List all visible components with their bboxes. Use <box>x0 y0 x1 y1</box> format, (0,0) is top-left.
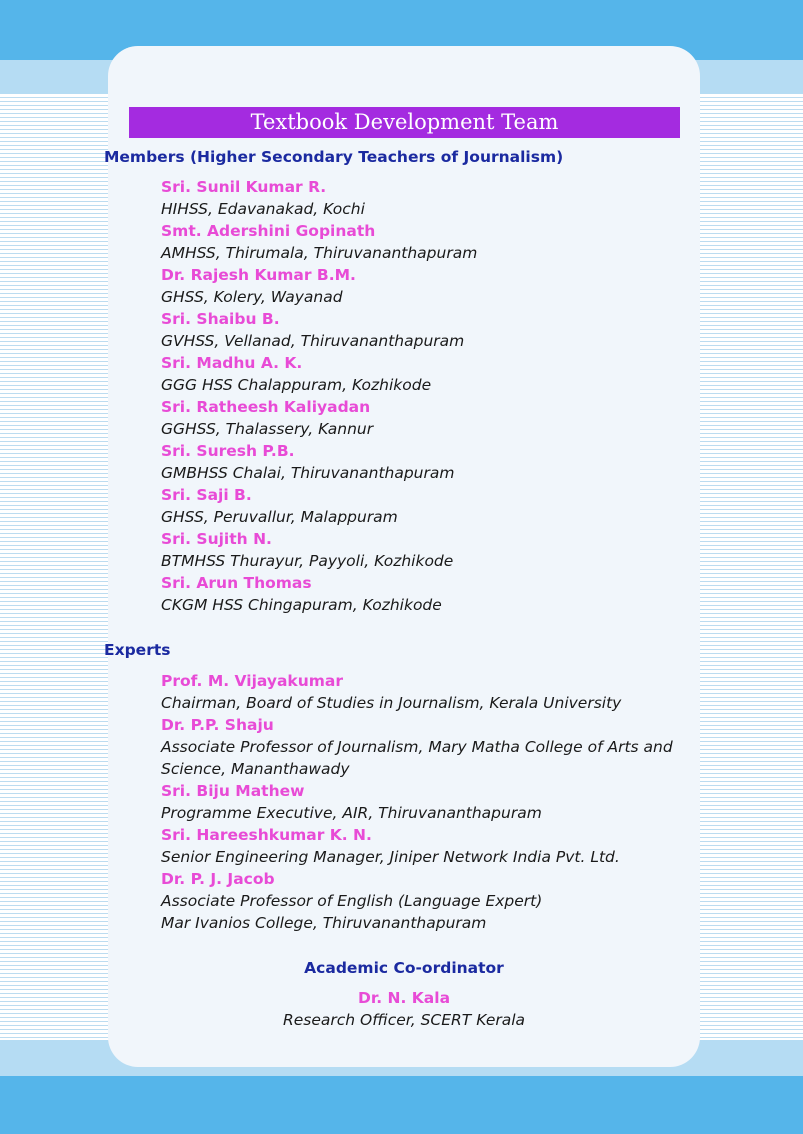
member-org: GHSS, Kolery, Wayanad <box>161 288 343 306</box>
expert-name: Prof. M. Vijayakumar <box>161 672 344 690</box>
member-name: Sri. Shaibu B. <box>161 310 280 328</box>
member-entry <box>161 572 477 616</box>
members-heading: Members (Higher Secondary Teachers of Journalism) <box>104 148 564 166</box>
experts-heading: Experts <box>104 641 171 659</box>
member-org: HIHSS, Edavanakad, Kochi <box>161 200 365 218</box>
member-entry <box>161 352 477 396</box>
member-entry <box>161 220 477 264</box>
member-entry <box>161 308 477 352</box>
member-org: GVHSS, Vellanad, Thiruvananthapuram <box>161 332 465 350</box>
member-name: Sri. Sunil Kumar R. <box>161 178 327 196</box>
member-entry <box>161 396 477 440</box>
expert-entry <box>161 670 673 714</box>
expert-org: Chairman, Board of Studies in Journalism, Kerala University <box>161 694 622 712</box>
expert-name: Dr. P.P. Shaju <box>161 716 274 734</box>
expert-name: Sri. Hareeshkumar K. N. <box>161 826 372 844</box>
expert-org: Programme Executive, AIR, Thiruvananthapuram <box>161 804 542 822</box>
expert-name: Sri. Biju Mathew <box>161 782 305 800</box>
expert-org: Senior Engineering Manager, Jiniper Network India Pvt. Ltd. <box>161 848 620 866</box>
coordinator-heading: Academic Co-ordinator <box>304 959 504 977</box>
expert-org: Associate Professor of Journalism, Mary Matha College of Arts and Science, Mananthawady <box>161 738 673 778</box>
page-title: Textbook Development Team <box>129 107 680 138</box>
member-entry <box>161 528 477 572</box>
member-entry <box>161 264 477 308</box>
experts-list <box>161 670 673 934</box>
member-name: Smt. Adershini Gopinath <box>161 222 376 240</box>
member-org: GGG HSS Chalappuram, Kozhikode <box>161 376 432 394</box>
member-entry <box>161 484 477 528</box>
members-list <box>161 176 477 616</box>
coordinator-block <box>108 958 700 1031</box>
expert-name: Dr. P. J. Jacob <box>161 870 275 888</box>
member-org: BTMHSS Thurayur, Payyoli, Kozhikode <box>161 552 454 570</box>
expert-org: Associate Professor of English (Language Expert) Mar Ivanios College, Thiruvananthapuram <box>161 892 543 932</box>
member-org: CKGM HSS Chingapuram, Kozhikode <box>161 596 442 614</box>
coordinator-name: Dr. N. Kala <box>357 989 451 1007</box>
bottom-band <box>0 1076 803 1134</box>
member-name: Sri. Ratheesh Kaliyadan <box>161 398 371 416</box>
member-name: Dr. Rajesh Kumar B.M. <box>161 266 356 284</box>
expert-entry <box>161 780 673 824</box>
member-org: GMBHSS Chalai, Thiruvananthapuram <box>161 464 455 482</box>
member-org: GGHSS, Thalassery, Kannur <box>161 420 374 438</box>
member-org: GHSS, Peruvallur, Malappuram <box>161 508 398 526</box>
member-name: Sri. Arun Thomas <box>161 574 312 592</box>
member-entry <box>161 176 477 220</box>
member-name: Sri. Suresh P.B. <box>161 442 295 460</box>
member-org: AMHSS, Thirumala, Thiruvananthapuram <box>161 244 478 262</box>
expert-entry <box>161 868 673 934</box>
expert-entry <box>161 824 673 868</box>
member-name: Sri. Saji B. <box>161 486 252 504</box>
member-name: Sri. Sujith N. <box>161 530 272 548</box>
member-entry <box>161 440 477 484</box>
member-name: Sri. Madhu A. K. <box>161 354 303 372</box>
expert-entry <box>161 714 673 780</box>
coordinator-org: Research Officer, SCERT Kerala <box>282 1011 526 1029</box>
